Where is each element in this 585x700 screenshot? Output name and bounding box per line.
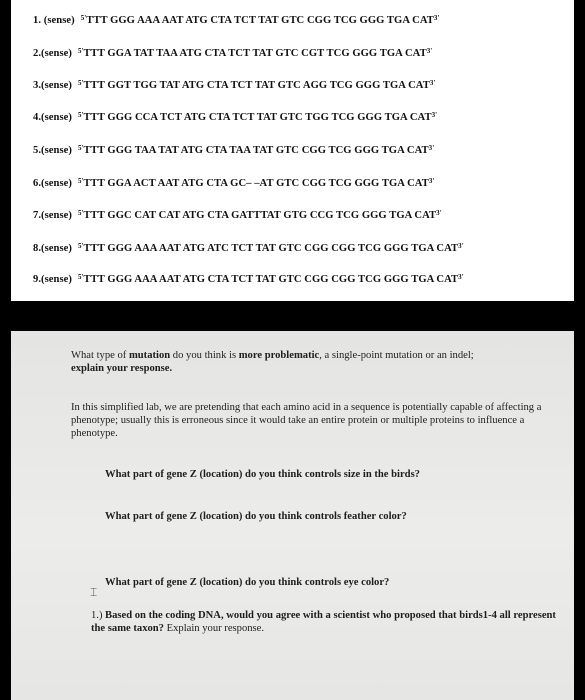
question-size: What part of gene Z (location) do you think controls size in the birds?	[105, 469, 420, 480]
sequence-label: 8.(sense)	[33, 243, 72, 254]
sequence-line-7: 7.(sense) $^{5'}$TTT GGC CAT CAT ATG CTA GATTTAT GTG CCG TCG GGG TGA $CAT^{3'}$	[33, 209, 442, 221]
sequence-codons: TTT GGA ACT AAT ATG CTA GC– –AT GTC CGG TCG GGG TGA CAT	[83, 178, 429, 189]
text-cursor-icon: ⌶	[90, 585, 98, 599]
sequence-label: 4.(sense)	[33, 112, 72, 123]
sequence-codons: TTT GGA TAT TAA ATG CTA TCT TAT GTC CGT TCG GGG TGA CAT	[83, 48, 427, 59]
sequence-codons: TTT GGG TAA TAT ATG CTA TAA TAT GTC CGG TCG GGG TGA CAT	[83, 145, 429, 156]
question-eye-color: What part of gene Z (location) do you think controls eye color?	[105, 577, 390, 588]
question-feather-color: What part of gene Z (location) do you think controls feather color?	[105, 511, 407, 522]
sequence-line-3: 3.(sense) $^{5'}$TTT GGT TGG TAT ATG CTA TCT TAT GTC AGG TCG GGG TGA $CAT^{3'}$	[33, 79, 436, 91]
sequence-label: 7.(sense)	[33, 210, 72, 221]
question-taxon: 1.) Based on the coding DNA, would you agree with a scientist who proposed that birds1-4 all represent the same taxon? Explain your response.	[91, 610, 556, 634]
intro-paragraph: In this simplified lab, we are pretending that each amino acid in a sequence is potentially capable of affecting a phenotype; usually this is erroneous since it would take an entire protein or multiple proteins to influence a phenotype.	[71, 402, 542, 439]
sequence-line-2: 2.(sense) $^{5'}$TTT GGA TAT TAA ATG CTA TCT TAT GTC CGT TCG GGG TGA $CAT^{3'}$	[33, 47, 433, 59]
sequence-line-8: 8.(sense) $^{5'}$TTT GGG AAA AAT ATG ATC TCT TAT GTC CGG CGG TCG GGG TGA $CAT^{3'}$	[33, 242, 464, 254]
sequence-line-1: 1. (sense) $^{5'}$TTT GGG AAA AAT ATG CTA TCT TAT GTC CGG TCG GGG TGA $CAT^{3'}$	[33, 14, 440, 26]
sequence-label: 1. (sense)	[33, 15, 75, 26]
sequence-line-6: 6.(sense) $^{5'}$TTT GGA ACT AAT ATG CTA GC– –AT GTC CGG TCG GGG TGA $CAT^{3'}$	[33, 177, 435, 189]
sequence-codons: TTT GGG AAA AAT ATG CTA TCT TAT GTC CGG CGG TCG GGG TGA CAT	[83, 274, 459, 285]
sequence-label: 2.(sense)	[33, 48, 72, 59]
sequence-codons: TTT GGG CCA TCT ATG CTA TCT TAT GTC TGG TCG GGG TGA CAT	[83, 112, 432, 123]
sequence-label: 3.(sense)	[33, 80, 72, 91]
sequence-label: 5.(sense)	[33, 145, 72, 156]
sequence-line-4: 4.(sense) $^{5'}$TTT GGG CCA TCT ATG CTA TCT TAT GTC TGG TCG GGG TGA $CAT^{3'}$	[33, 111, 438, 123]
sequence-codons: TTT GGT TGG TAT ATG CTA TCT TAT GTC AGG TCG GGG TGA CAT	[83, 80, 430, 91]
sequence-line-5: 5.(sense) $^{5'}$TTT GGG TAA TAT ATG CTA TAA TAT GTC CGG TCG GGG TGA $CAT^{3'}$	[33, 144, 435, 156]
sequence-codons: TTT GGC CAT CAT ATG CTA GATTTAT GTG CCG TCG GGG TGA CAT	[83, 210, 437, 221]
sequence-codons: TTT GGG AAA AAT ATG ATC TCT TAT GTC CGG CGG TCG GGG TGA CAT	[83, 243, 459, 254]
question-mutation: What type of mutation do you think is more problematic, a single-point mutation or an indel; explain your response.	[71, 350, 474, 374]
sequence-card	[11, 0, 574, 301]
sequence-line-9: 9.(sense) $^{5'}$TTT GGG AAA AAT ATG CTA TCT TAT GTC CGG CGG TCG GGG TGA $CAT^{3'}$	[33, 273, 464, 285]
sequence-codons: TTT GGG AAA AAT ATG CTA TCT TAT GTC CGG TCG GGG TGA CAT	[86, 15, 434, 26]
question-sheet	[11, 331, 574, 700]
sequence-label: 6.(sense)	[33, 178, 72, 189]
sequence-label: 9.(sense)	[33, 274, 72, 285]
